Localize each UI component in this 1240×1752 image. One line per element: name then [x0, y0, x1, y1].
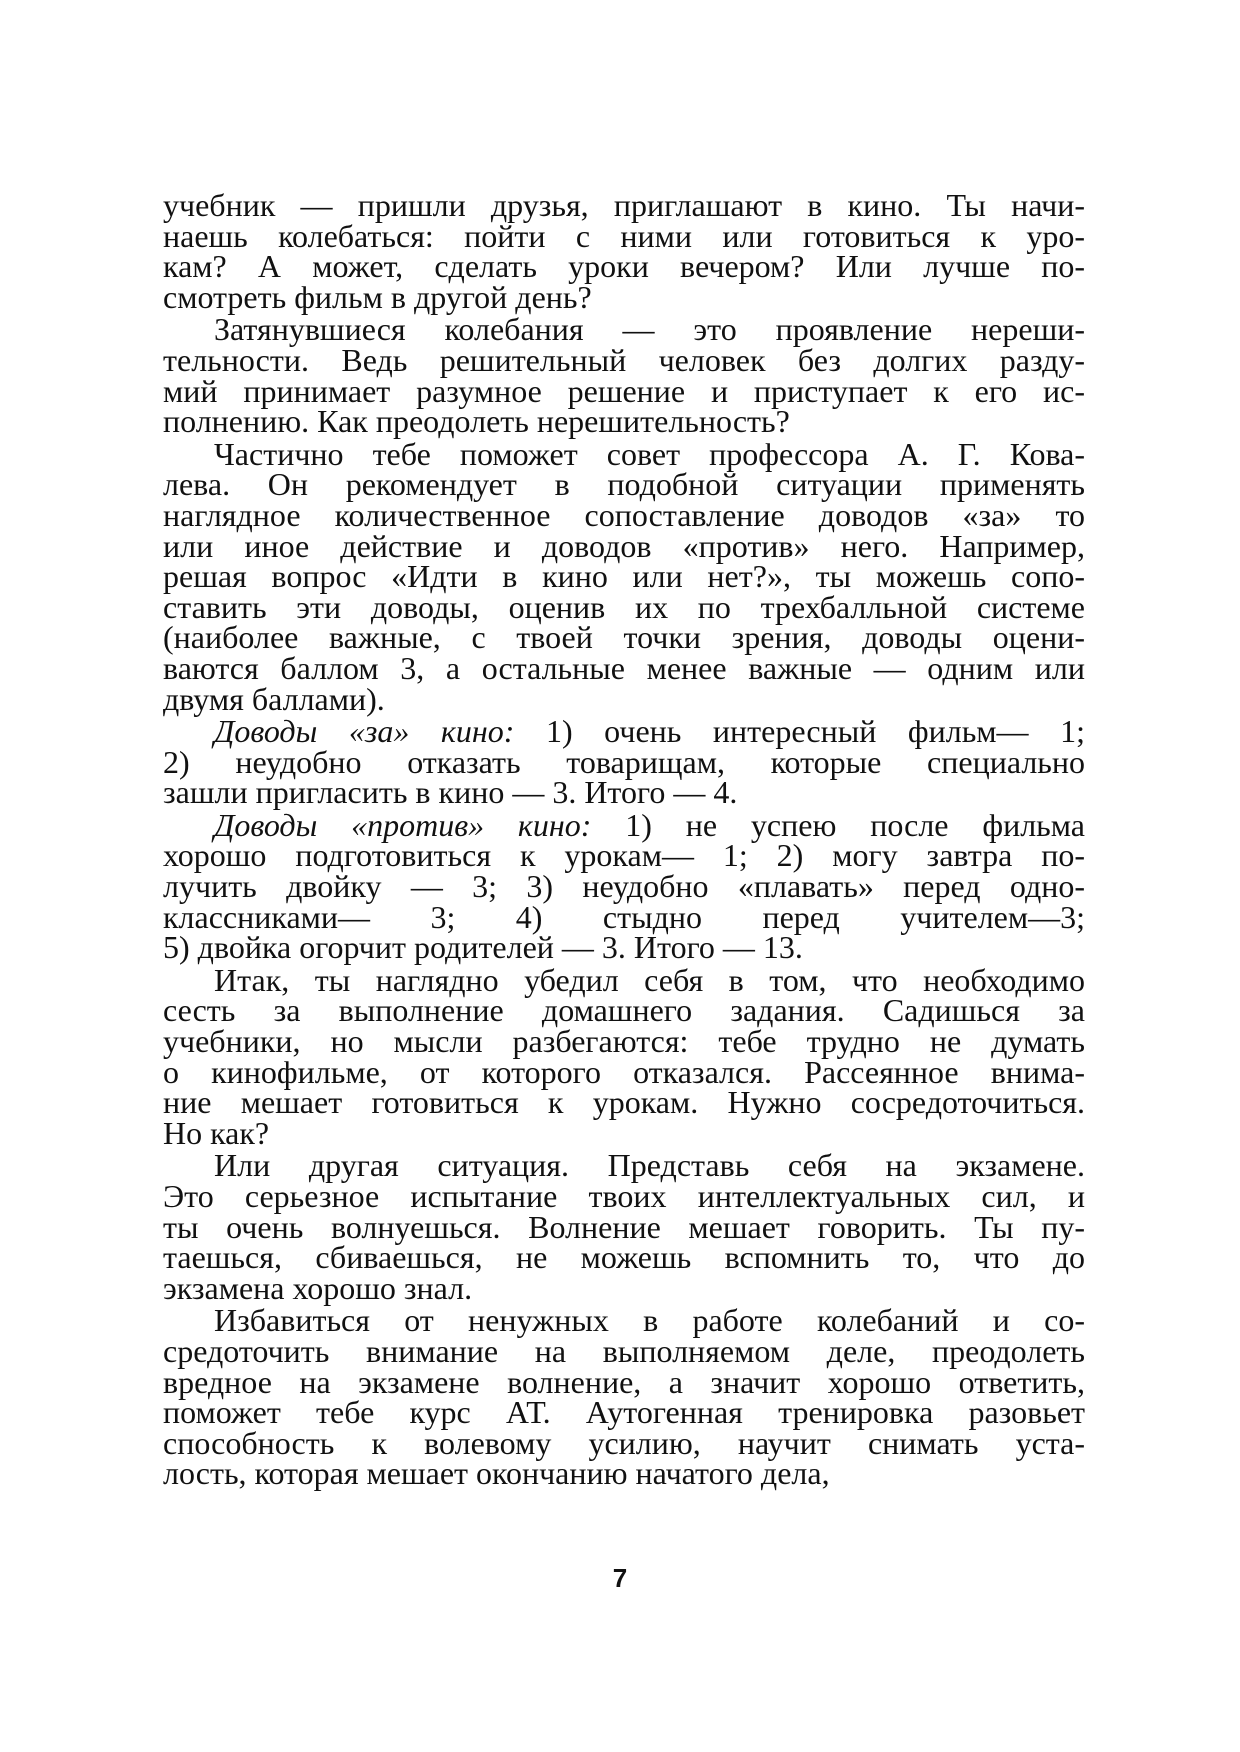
text-line: 2) неудобно отказать товарищам, которые специально [163, 743, 1085, 780]
text-line: Частично тебе поможет совет профессора А. Г. Кова- [214, 435, 1085, 472]
text-line: ставить эти доводы, оценив их по трехбалльной системе [163, 588, 1085, 625]
text-line: Избавиться от ненужных в работе колебаний и со- [214, 1302, 1085, 1339]
paragraph [163, 806, 1085, 966]
text-line: ние мешает готовиться к урокам. Нужно сосредоточиться. [163, 1084, 1085, 1121]
paragraph [163, 187, 1085, 315]
text-line: способность к волевому усилию, научит снимать уста- [163, 1424, 1085, 1461]
text-line: лость, которая мешает окончанию начатого дела, [163, 1455, 830, 1492]
text-line [163, 806, 1085, 843]
text-line: Это серьезное испытание твоих интеллектуальных сил, и [163, 1178, 1085, 1214]
text-line: тельности. Ведь решительный человек без долгих разду- [163, 341, 1085, 378]
line-text: 1) очень интересный фильм— 1; [514, 713, 1086, 750]
body-text [163, 187, 1086, 1492]
text-line: средоточить внимание на выполняемом деле, преодолеть [163, 1332, 1085, 1369]
italic-lead: Доводы «против» кино: [214, 806, 592, 843]
italic-lead: Доводы «за» кино: [214, 713, 515, 750]
paragraph [163, 1302, 1085, 1492]
text-line: 5) двойка огорчит родителей — 3. Итого — 13. [163, 929, 803, 966]
text-line: наглядное количественное сопоставление доводов «за» то [163, 496, 1085, 533]
text-line: кам? А может, сделать уроки вечером? Или лучше по- [163, 248, 1085, 285]
text-line: лева. Он рекомендует в подобной ситуации применять [163, 466, 1085, 503]
text-line: Или другая ситуация. Представь себя на экзамене. [214, 1147, 1085, 1184]
paragraph [163, 1147, 1085, 1306]
text-line: Но как? [163, 1114, 270, 1151]
text-line: таешься, сбиваешься, не можешь вспомнить то, что до [163, 1239, 1085, 1276]
line-text: 1) не успею после фильма [591, 806, 1085, 843]
text-line: ваются баллом 3, а остальные менее важные — одним или [163, 649, 1085, 686]
text-line: мий принимает разумное решение и приступает к его ис- [163, 372, 1085, 409]
text-line: учебники, но мысли разбегаются: тебе трудно не думать [163, 1023, 1085, 1060]
text-line: наешь колебаться: пойти с ними или готовиться к уро- [163, 217, 1085, 254]
text-line: Затянувшиеся колебания — это проявление нереши- [214, 311, 1085, 348]
page-number: 7 [612, 1563, 628, 1593]
paragraph [163, 713, 1086, 811]
text-line: поможет тебе курс АТ. Аутогенная тренировка разовьет [163, 1394, 1085, 1431]
text-line: лучить двойку — 3; 3) неудобно «плавать» перед одно- [163, 868, 1085, 905]
text-line: о кинофильме, от которого отказался. Рассеянное внима- [163, 1053, 1085, 1090]
text-line [163, 713, 1086, 750]
text-line: учебник — пришли друзья, приглашают в кино. Ты начи- [163, 187, 1085, 223]
text-line: классниками— 3; 4) стыдно перед учителем—3; [163, 898, 1085, 935]
text-line: ты очень волнуешься. Волнение мешает говорить. Ты пу- [163, 1208, 1085, 1245]
text-line: (наиболее важные, с твоей точки зрения, доводы оцени- [163, 619, 1085, 656]
paragraph [163, 961, 1085, 1151]
text-line: вредное на экзамене волнение, а значит хорошо ответить, [163, 1363, 1085, 1400]
text-line: полнению. Как преодолеть нерешительность? [163, 403, 790, 440]
text-line: двумя баллами). [163, 680, 385, 717]
text-line: сесть за выполнение домашнего задания. Садишься за [163, 992, 1085, 1029]
text-line: хорошо подготовиться к урокам— 1; 2) могу завтра по- [163, 837, 1085, 874]
text-line: решая вопрос «Идти в кино или нет?», ты можешь сопо- [163, 558, 1085, 595]
paragraph [163, 435, 1085, 717]
text-line: экзамена хорошо знал. [163, 1269, 473, 1306]
text-line: смотреть фильм в другой день? [163, 278, 592, 315]
text-line: или иное действие и доводов «против» него. Например, [163, 527, 1085, 564]
paragraph [163, 311, 1085, 440]
text-line: Итак, ты наглядно убедил себя в том, что необходимо [214, 961, 1085, 998]
text-line: зашли пригласить в кино — 3. Итого — 4. [163, 774, 738, 811]
